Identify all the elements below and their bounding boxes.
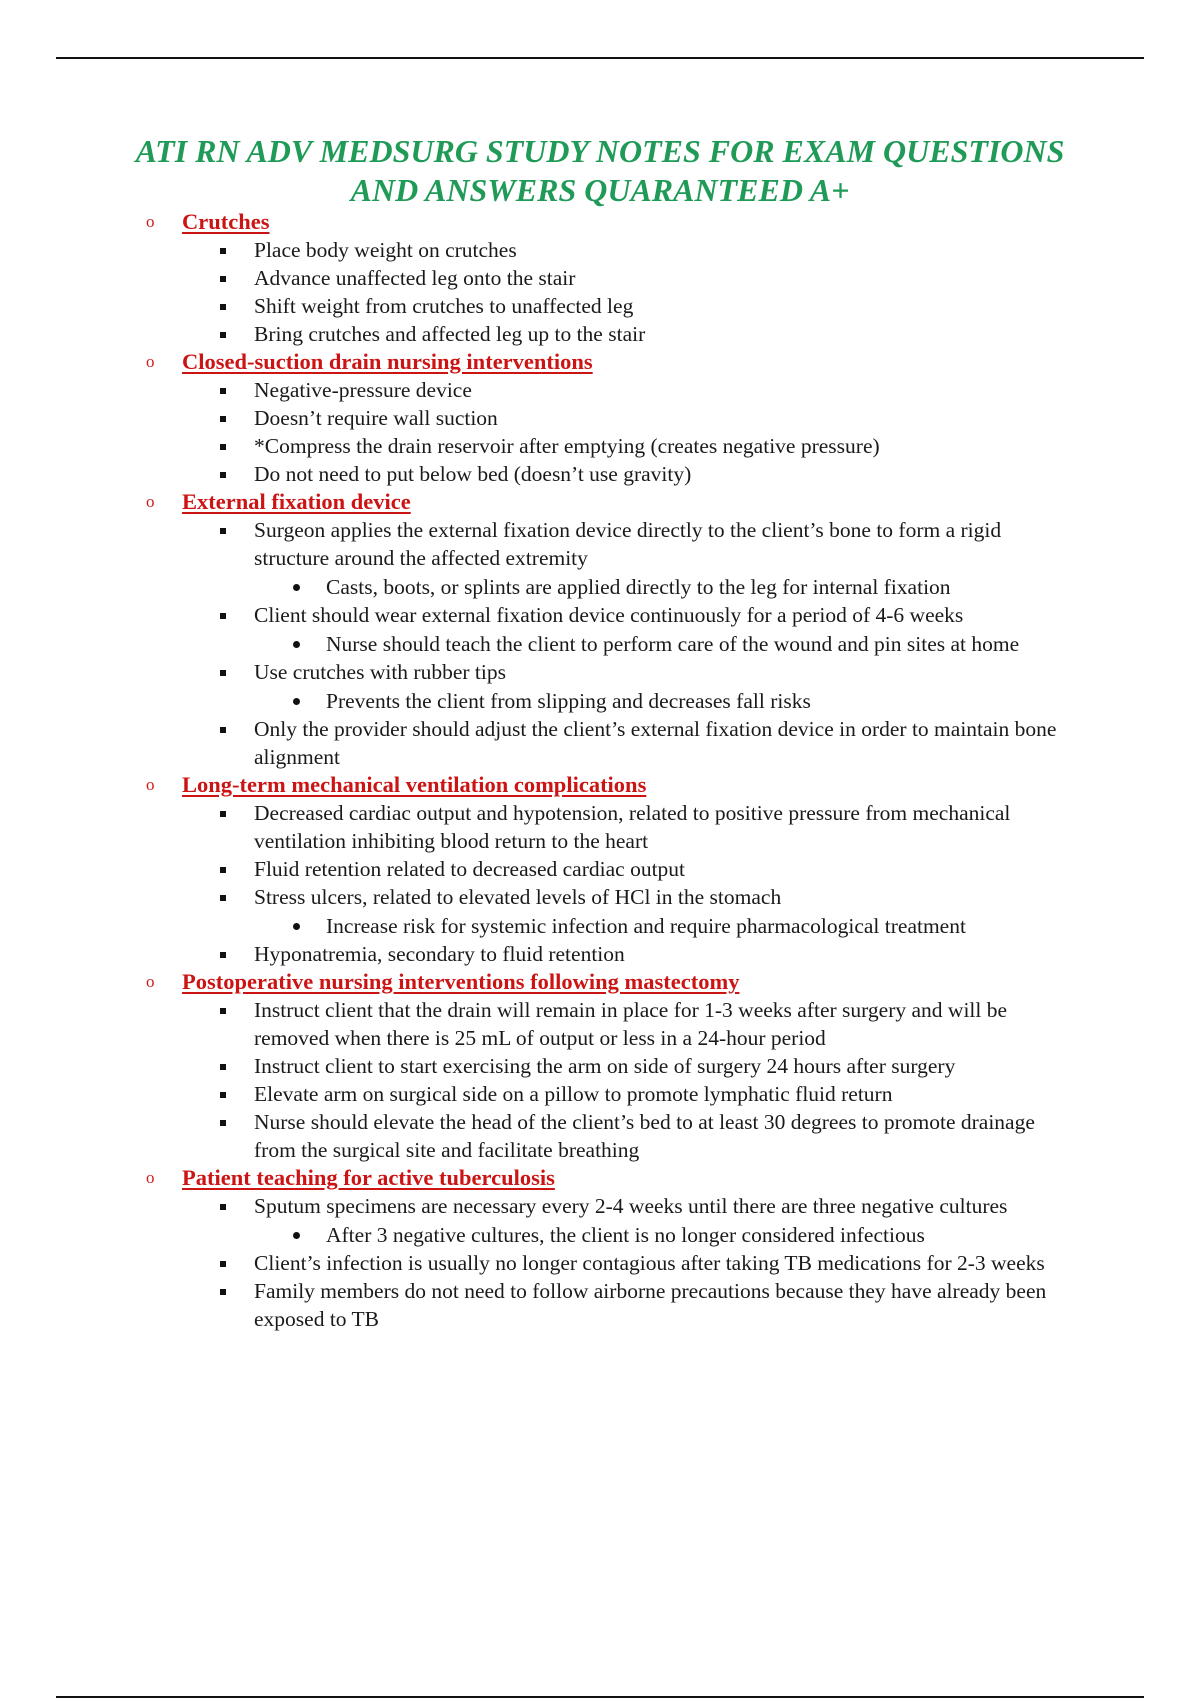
square-bullet-icon	[220, 952, 226, 958]
hollow-circle-bullet-icon: o	[146, 492, 155, 511]
sub-list-item-text: Increase risk for systemic infection and require pharmacological treatment	[326, 914, 966, 938]
square-bullet-icon	[220, 1008, 226, 1014]
section	[0, 771, 1200, 968]
square-bullet-icon	[220, 1092, 226, 1098]
section-heading-row	[0, 208, 1200, 236]
section-heading-row	[0, 348, 1200, 376]
list-item-text: Use crutches with rubber tips	[254, 660, 506, 684]
list-item	[0, 658, 1200, 686]
square-bullet-icon	[220, 388, 226, 394]
sub-list-item	[0, 912, 1200, 940]
section-heading-row	[0, 488, 1200, 516]
list-item	[0, 264, 1200, 292]
sub-list-item	[0, 630, 1200, 658]
list-item	[0, 460, 1200, 488]
round-bullet-icon	[293, 1232, 300, 1239]
sub-list-item-text: Casts, boots, or splints are applied directly to the leg for internal fixation	[326, 575, 951, 599]
round-bullet-icon	[293, 584, 300, 591]
list-item	[0, 940, 1200, 968]
list-item-text: Client’s infection is usually no longer contagious after taking TB medications for 2-3 weeks	[254, 1251, 1045, 1275]
section-heading-row	[0, 1164, 1200, 1192]
sub-list-item	[0, 573, 1200, 601]
section-heading: Crutches	[182, 209, 270, 234]
list-item-text: Negative-pressure device	[254, 378, 472, 402]
list-item	[0, 715, 1200, 771]
sub-list-item-text: Nurse should teach the client to perform care of the wound and pin sites at home	[326, 632, 1020, 656]
list-item	[0, 292, 1200, 320]
list-item-text: Do not need to put below bed (doesn’t use gravity)	[254, 462, 692, 486]
list-item-text: Advance unaffected leg onto the stair	[254, 266, 576, 290]
list-item-text: Bring crutches and affected leg up to the stair	[254, 322, 646, 346]
list-item	[0, 1249, 1200, 1277]
square-bullet-icon	[220, 867, 226, 873]
sub-list-item	[0, 1221, 1200, 1249]
list-item-text: Sputum specimens are necessary every 2-4 weeks until there are three negative cultures	[254, 1194, 1008, 1218]
square-bullet-icon	[220, 811, 226, 817]
square-bullet-icon	[220, 276, 226, 282]
square-bullet-icon	[220, 1289, 226, 1295]
top-rule	[56, 57, 1144, 59]
list-item-text: Place body weight on crutches	[254, 238, 517, 262]
hollow-circle-bullet-icon: o	[146, 212, 155, 231]
list-item-text: Hyponatremia, secondary to fluid retention	[254, 942, 625, 966]
square-bullet-icon	[220, 332, 226, 338]
hollow-circle-bullet-icon: o	[146, 1168, 155, 1187]
list-item-text: Client should wear external fixation device continuously for a period of 4-6 weeks	[254, 603, 964, 627]
square-bullet-icon	[220, 444, 226, 450]
square-bullet-icon	[220, 528, 226, 534]
square-bullet-icon	[220, 1261, 226, 1267]
list-item	[0, 1080, 1200, 1108]
list-item	[0, 855, 1200, 883]
square-bullet-icon	[220, 670, 226, 676]
section-heading: Long-term mechanical ventilation complications	[182, 772, 647, 797]
square-bullet-icon	[220, 1120, 226, 1126]
hollow-circle-bullet-icon: o	[146, 972, 155, 991]
section-heading-row	[0, 771, 1200, 799]
list-item-text: Only the provider should adjust the client’s external fixation device in order to maintain bone alignment	[254, 717, 1057, 769]
list-item-text: Shift weight from crutches to unaffected leg	[254, 294, 634, 318]
square-bullet-icon	[220, 304, 226, 310]
list-item	[0, 1052, 1200, 1080]
section-heading: Patient teaching for active tuberculosis	[182, 1165, 555, 1190]
hollow-circle-bullet-icon: o	[146, 775, 155, 794]
section	[0, 968, 1200, 1164]
list-item	[0, 883, 1200, 911]
list-item	[0, 376, 1200, 404]
list-item-text: Elevate arm on surgical side on a pillow to promote lymphatic fluid return	[254, 1082, 893, 1106]
document-title	[60, 132, 1140, 210]
list-item-text: Stress ulcers, related to elevated levels of HCl in the stomach	[254, 885, 782, 909]
square-bullet-icon	[220, 1204, 226, 1210]
list-item-text: Family members do not need to follow airborne precautions because they have already been exposed to TB	[254, 1279, 1047, 1331]
list-item	[0, 404, 1200, 432]
square-bullet-icon	[220, 248, 226, 254]
bottom-rule	[56, 1696, 1144, 1698]
sub-list-item-text: After 3 negative cultures, the client is no longer considered infectious	[326, 1223, 925, 1247]
title-line-1: ATI RN ADV MEDSURG STUDY NOTES FOR EXAM QUESTIONS	[135, 133, 1065, 169]
list-item	[0, 516, 1200, 572]
list-item	[0, 1277, 1200, 1333]
section-heading-row	[0, 968, 1200, 996]
notes-content	[0, 208, 1200, 1333]
square-bullet-icon	[220, 416, 226, 422]
list-item-text: Fluid retention related to decreased cardiac output	[254, 857, 686, 881]
section-heading: Closed-suction drain nursing interventions	[182, 349, 593, 374]
square-bullet-icon	[220, 727, 226, 733]
list-item	[0, 799, 1200, 855]
section-heading: Postoperative nursing interventions following mastectomy	[182, 969, 740, 994]
section-heading: External fixation device	[182, 489, 411, 514]
list-item	[0, 1192, 1200, 1220]
hollow-circle-bullet-icon: o	[146, 352, 155, 371]
sub-list-item	[0, 687, 1200, 715]
section	[0, 348, 1200, 488]
list-item-text: Decreased cardiac output and hypotension, related to positive pressure from mechanical ventilation inhibiting blood return to the heart	[254, 801, 1011, 853]
list-item	[0, 432, 1200, 460]
square-bullet-icon	[220, 472, 226, 478]
list-item	[0, 236, 1200, 264]
square-bullet-icon	[220, 613, 226, 619]
section	[0, 208, 1200, 348]
list-item-text: Instruct client that the drain will remain in place for 1-3 weeks after surgery and will be removed when there is 25 mL of output or less in a 24-hour period	[254, 998, 1008, 1050]
list-item	[0, 1108, 1200, 1164]
list-item-text: Instruct client to start exercising the arm on side of surgery 24 hours after surgery	[254, 1054, 956, 1078]
round-bullet-icon	[293, 698, 300, 705]
list-item-text: *Compress the drain reservoir after emptying (creates negative pressure)	[254, 434, 880, 458]
round-bullet-icon	[293, 641, 300, 648]
list-item	[0, 601, 1200, 629]
square-bullet-icon	[220, 1064, 226, 1070]
section	[0, 1164, 1200, 1333]
section	[0, 488, 1200, 771]
list-item-text: Nurse should elevate the head of the client’s bed to at least 30 degrees to promote drainage from the surgical site and facilitate breathing	[254, 1110, 1035, 1162]
title-line-2: AND ANSWERS QUARANTEED A+	[350, 172, 850, 208]
square-bullet-icon	[220, 895, 226, 901]
sub-list-item-text: Prevents the client from slipping and decreases fall risks	[326, 689, 811, 713]
list-item	[0, 996, 1200, 1052]
list-item-text: Doesn’t require wall suction	[254, 406, 498, 430]
list-item-text: Surgeon applies the external fixation device directly to the client’s bone to form a rigid structure around the affected extremity	[254, 518, 1002, 570]
list-item	[0, 320, 1200, 348]
round-bullet-icon	[293, 923, 300, 930]
